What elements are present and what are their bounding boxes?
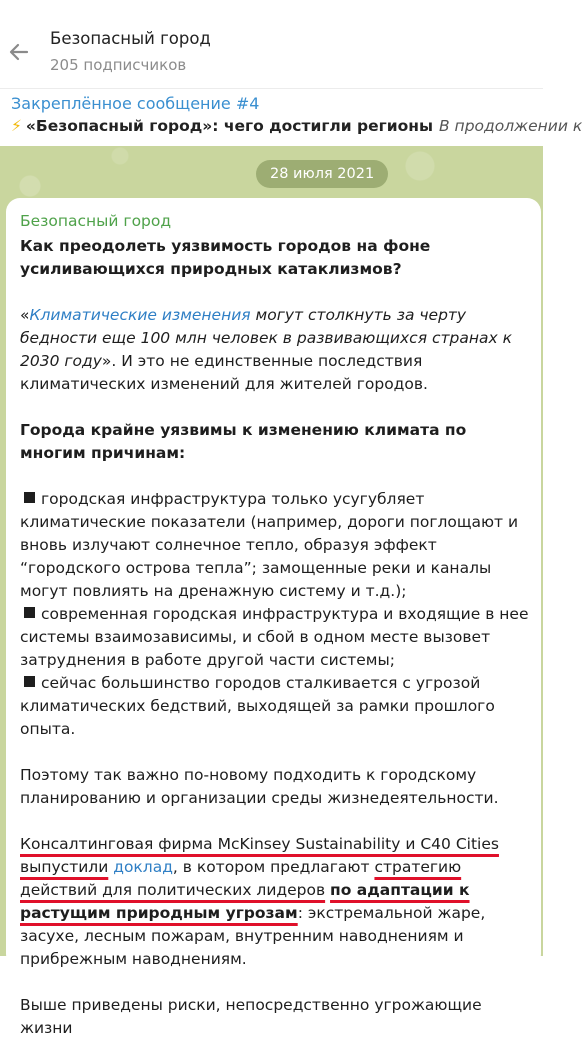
heading-text: Как преодолеть уязвимость городов на фоне усиливающихся природных катаклизмов? xyxy=(20,237,431,278)
strategy-text: стратегию действий для политических лидеров xyxy=(20,858,462,899)
risks-paragraph: Выше приведены риски, непосредственно угрожающие жизни xyxy=(20,996,482,1037)
chat-header xyxy=(0,0,543,88)
adaptation-text: по адаптации к растущим природным угрозам xyxy=(20,881,470,922)
pinned-preview: В продолжении к xyxy=(439,117,582,135)
message-sender[interactable]: Безопасный город xyxy=(20,212,172,230)
report-link[interactable]: доклад xyxy=(113,858,173,876)
square-bullet-icon xyxy=(24,607,35,618)
pinned-bold-text: «Безопасный город»: чего достигли регионы xyxy=(25,117,433,135)
bullet-text: современная городская инфраструктура и входящие в нее системы взаимозависимы, и сбой в одном месте вызовет затруднения в работе другой части системы; xyxy=(20,605,529,669)
mckinsey-paragraph xyxy=(20,833,532,971)
message-bubble xyxy=(6,198,541,1037)
pinned-message-text xyxy=(11,117,582,135)
quote-paragraph xyxy=(20,304,532,396)
quote-close: ». И это не единственные последствия климатических изменений для жителей городов. xyxy=(20,352,428,393)
quote-text: могут столкнуть за черту бедности еще 100 млн человек в развивающихся странах к 2030 году xyxy=(20,306,512,370)
planning-paragraph: Поэтому так важно по-новому подходить к городскому планированию и организации среды жизнедеятельности. xyxy=(20,766,499,807)
back-arrow-icon[interactable] xyxy=(7,40,31,64)
subheading xyxy=(20,419,532,465)
lightning-icon: ⚡ xyxy=(11,117,22,135)
subscriber-count: 205 подписчиков xyxy=(50,56,187,74)
mckinsey-text-3: : экстремальной жаре, засухе, лесным пожарам, внутренним наводнениям и прибрежным наводнениям. xyxy=(20,904,486,968)
pinned-message-title: Закреплённое сообщение #4 xyxy=(11,94,260,113)
mckinsey-text: Консалтинговая фирма McKinsey Sustainability и C40 Cities выпустили xyxy=(20,835,499,876)
quote-open: « xyxy=(20,306,30,324)
chat-area xyxy=(0,146,543,1037)
pinned-message-bar[interactable] xyxy=(0,88,582,147)
date-badge: 28 июля 2021 xyxy=(256,160,388,188)
bullet-text: сейчас большинство городов сталкивается с угрозой климатических бедствий, выходящей за рамки прошлого опыта. xyxy=(20,674,495,738)
mckinsey-text-2: , в котором предлагают xyxy=(172,858,370,876)
message-content xyxy=(20,210,532,1040)
bullet-text: городская инфраструктура только усугубляет климатические показатели (например, дороги поглощают и вновь излучают солнечное тепло, образуя эффект “городского острова тепла”; замощенные реки и каналы могут повлиять на дренажную систему и т.д.); xyxy=(20,490,519,600)
bullet-item xyxy=(20,672,532,741)
bullet-item xyxy=(20,488,532,603)
bullet-item xyxy=(20,603,532,672)
climate-link[interactable]: Климатические изменения xyxy=(29,306,251,324)
subheading-text: Города крайне уязвимы к изменению климата по многим причинам: xyxy=(20,421,467,462)
message-heading xyxy=(20,235,532,281)
square-bullet-icon xyxy=(24,676,35,687)
square-bullet-icon xyxy=(24,492,35,503)
channel-title[interactable]: Безопасный город xyxy=(50,29,211,48)
